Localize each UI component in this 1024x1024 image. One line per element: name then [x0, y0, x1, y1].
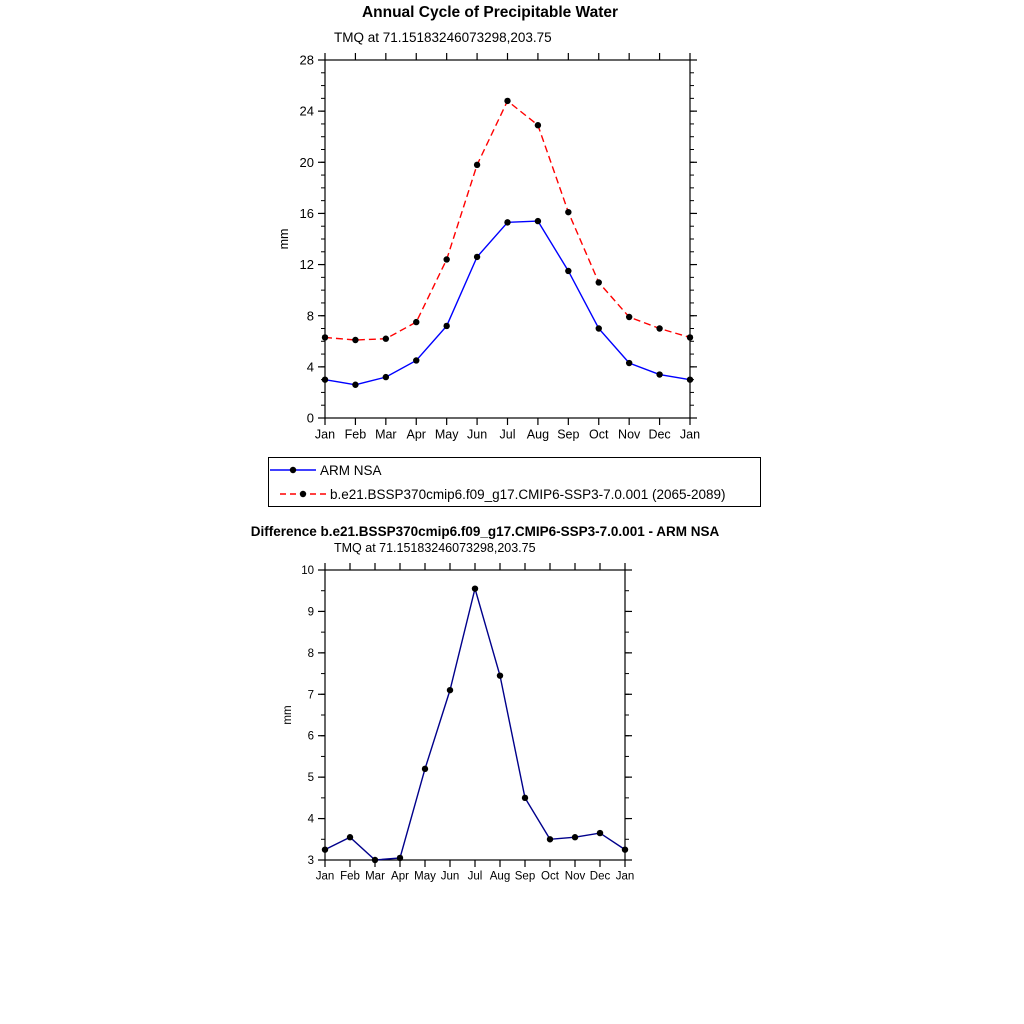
- legend-label-model: b.e21.BSSP370cmip6.f09_g17.CMIP6-SSP3-7.0.001 (2065-2089): [330, 486, 726, 502]
- svg-text:8: 8: [307, 647, 314, 660]
- svg-text:Mar: Mar: [365, 870, 385, 883]
- svg-text:Jan: Jan: [679, 427, 701, 442]
- svg-text:6: 6: [307, 730, 314, 743]
- svg-text:May: May: [414, 870, 436, 883]
- svg-text:Oct: Oct: [541, 870, 559, 883]
- legend-entry-model: [269, 482, 760, 506]
- svg-text:Jun: Jun: [440, 870, 460, 883]
- svg-text:24: 24: [299, 103, 314, 119]
- svg-text:Sep: Sep: [557, 427, 580, 442]
- svg-text:Dec: Dec: [589, 870, 611, 883]
- svg-text:Nov: Nov: [564, 870, 586, 883]
- svg-text:Aug: Aug: [526, 427, 550, 442]
- svg-text:Jul: Jul: [467, 870, 483, 883]
- difference-subtitle: TMQ at 71.15183246073298,203.75: [334, 541, 536, 555]
- svg-text:20: 20: [299, 154, 314, 170]
- svg-text:Mar: Mar: [375, 427, 397, 442]
- svg-text:0: 0: [306, 410, 314, 426]
- svg-text:28: 28: [299, 52, 314, 68]
- svg-text:Jan: Jan: [314, 427, 336, 442]
- svg-text:Jan: Jan: [615, 870, 635, 883]
- svg-text:Feb: Feb: [344, 427, 367, 442]
- svg-text:7: 7: [307, 689, 314, 702]
- svg-text:4: 4: [307, 813, 314, 826]
- annual-cycle-plot: [250, 50, 780, 450]
- model-line-sample-icon: [279, 487, 327, 501]
- svg-text:12: 12: [299, 257, 314, 273]
- difference-plot: [250, 552, 710, 912]
- svg-text:Jan: Jan: [315, 870, 335, 883]
- legend-label-arm-nsa: ARM NSA: [320, 462, 382, 478]
- svg-text:Apr: Apr: [391, 870, 409, 883]
- svg-text:Dec: Dec: [648, 427, 671, 442]
- svg-text:8: 8: [306, 308, 314, 324]
- svg-text:Jun: Jun: [467, 427, 488, 442]
- legend: [268, 457, 761, 507]
- annual-cycle-subtitle: TMQ at 71.15183246073298,203.75: [334, 30, 552, 45]
- svg-text:Aug: Aug: [489, 870, 511, 883]
- svg-text:May: May: [434, 427, 459, 442]
- arm-nsa-line-sample-icon: [269, 463, 317, 477]
- svg-text:16: 16: [299, 205, 314, 221]
- svg-text:Feb: Feb: [340, 870, 360, 883]
- svg-text:10: 10: [301, 565, 314, 578]
- svg-text:Nov: Nov: [618, 427, 641, 442]
- svg-text:5: 5: [307, 772, 314, 785]
- svg-text:Jul: Jul: [499, 427, 516, 442]
- svg-text:mm: mm: [277, 228, 291, 250]
- svg-text:Apr: Apr: [406, 427, 426, 442]
- svg-text:4: 4: [306, 359, 314, 375]
- svg-text:Oct: Oct: [589, 427, 609, 442]
- svg-text:3: 3: [307, 855, 314, 868]
- annual-cycle-title: Annual Cycle of Precipitable Water: [361, 4, 619, 21]
- svg-text:mm: mm: [282, 705, 294, 725]
- svg-text:Sep: Sep: [514, 870, 536, 883]
- legend-entry-arm-nsa: [269, 458, 760, 482]
- difference-title: Difference b.e21.BSSP370cmip6.f09_g17.CMIP6-SSP3-7.0.001 - ARM NSA: [250, 524, 720, 539]
- svg-text:9: 9: [307, 606, 314, 619]
